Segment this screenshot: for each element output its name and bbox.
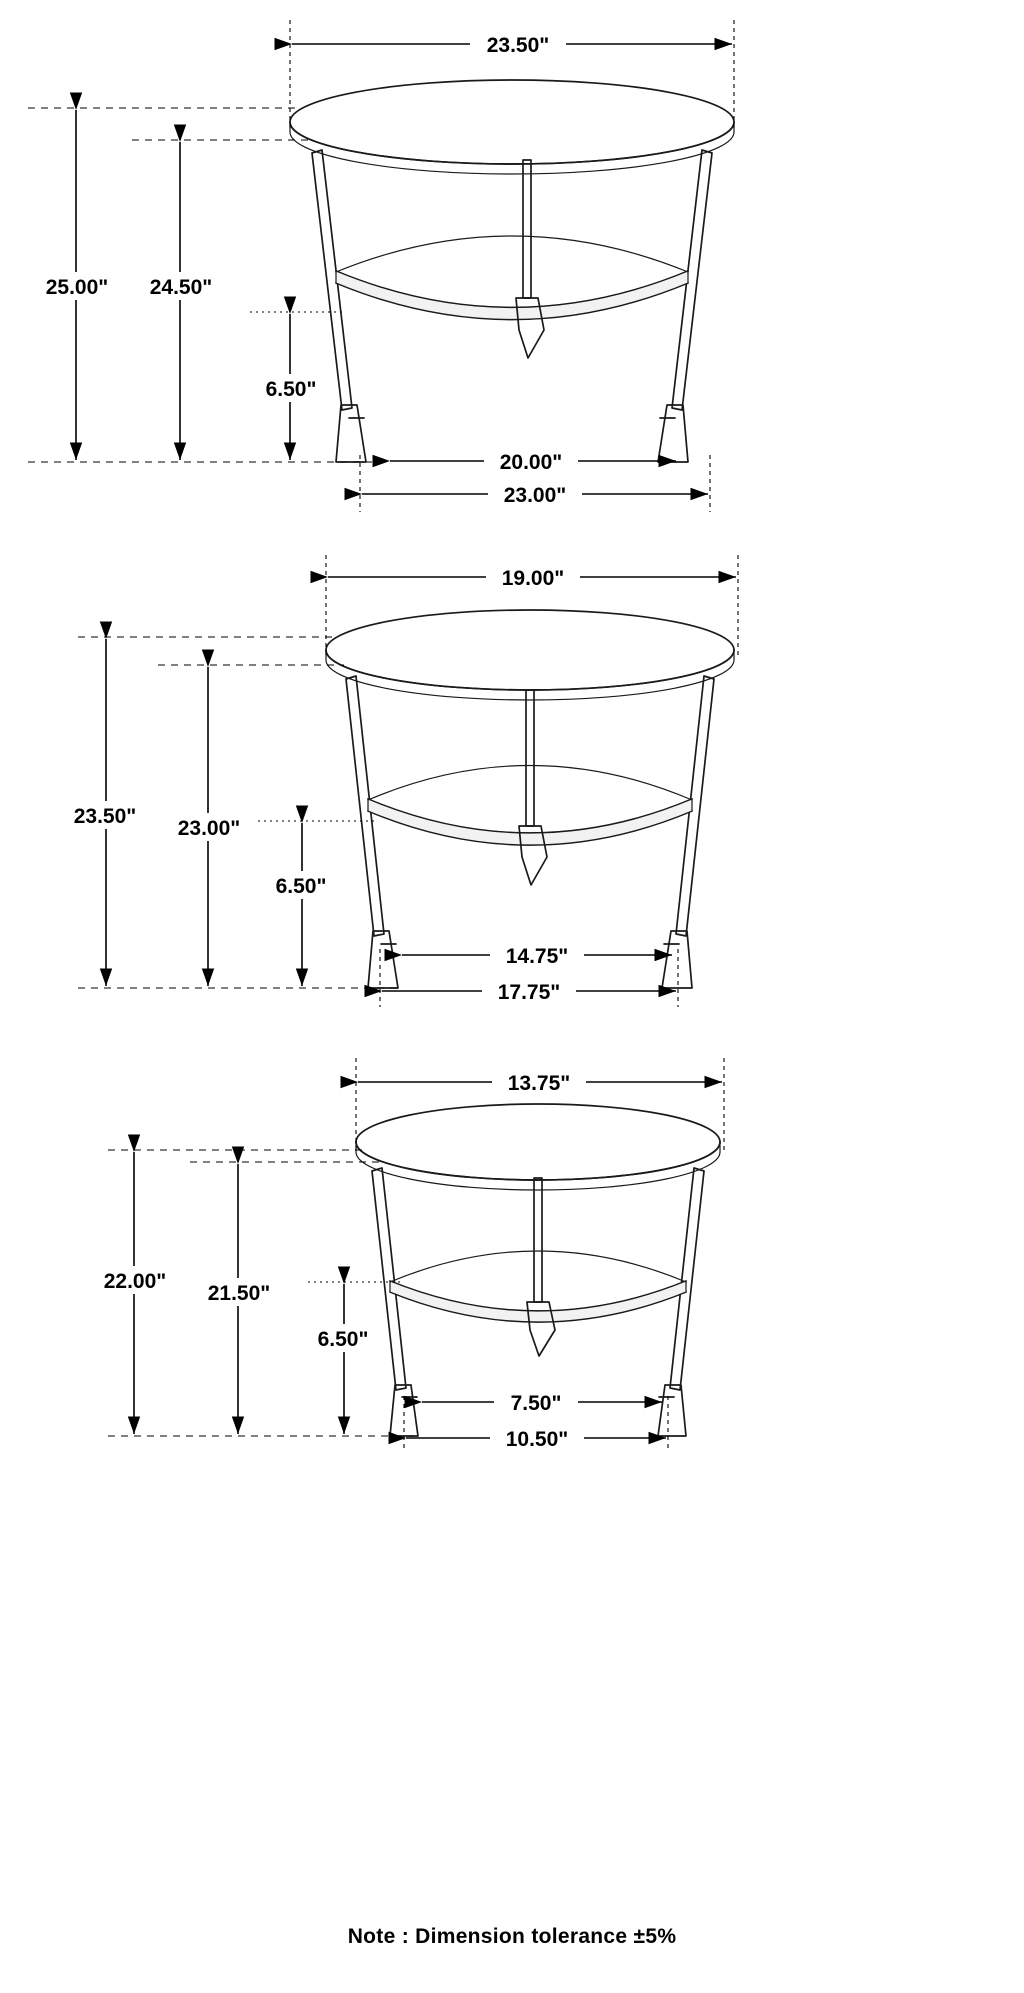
small-leg-outer-span-label: 10.50"	[505, 1428, 569, 1451]
medium-table-diagram	[0, 545, 1024, 1065]
small-table-diagram	[0, 1050, 1024, 1510]
medium-overall-height-label: 23.50"	[73, 805, 137, 828]
small-apron-height-label: 21.50"	[207, 1282, 271, 1305]
small-overall-height-label: 22.00"	[103, 1270, 167, 1293]
medium-leg-outer-span-label: 17.75"	[497, 981, 561, 1004]
large-apron-height-label: 24.50"	[149, 276, 213, 299]
large-leg-inner-span-label: 20.00"	[499, 451, 563, 474]
large-table-diagram	[0, 0, 1024, 545]
large-overall-height-label: 25.00"	[45, 276, 109, 299]
small-shelf-height-label: 6.50"	[317, 1328, 369, 1351]
medium-leg-inner-span-label: 14.75"	[505, 945, 569, 968]
large-top-diameter-label: 23.50"	[486, 34, 550, 57]
large-shelf-height-label: 6.50"	[265, 378, 317, 401]
medium-apron-height-label: 23.00"	[177, 817, 241, 840]
large-leg-outer-span-label: 23.00"	[503, 484, 567, 507]
small-top-diameter-label: 13.75"	[507, 1072, 571, 1095]
tolerance-note: Note : Dimension tolerance ±5%	[347, 1925, 677, 1948]
medium-top-diameter-label: 19.00"	[501, 567, 565, 590]
medium-shelf-height-label: 6.50"	[275, 875, 327, 898]
small-leg-inner-span-label: 7.50"	[510, 1392, 562, 1415]
